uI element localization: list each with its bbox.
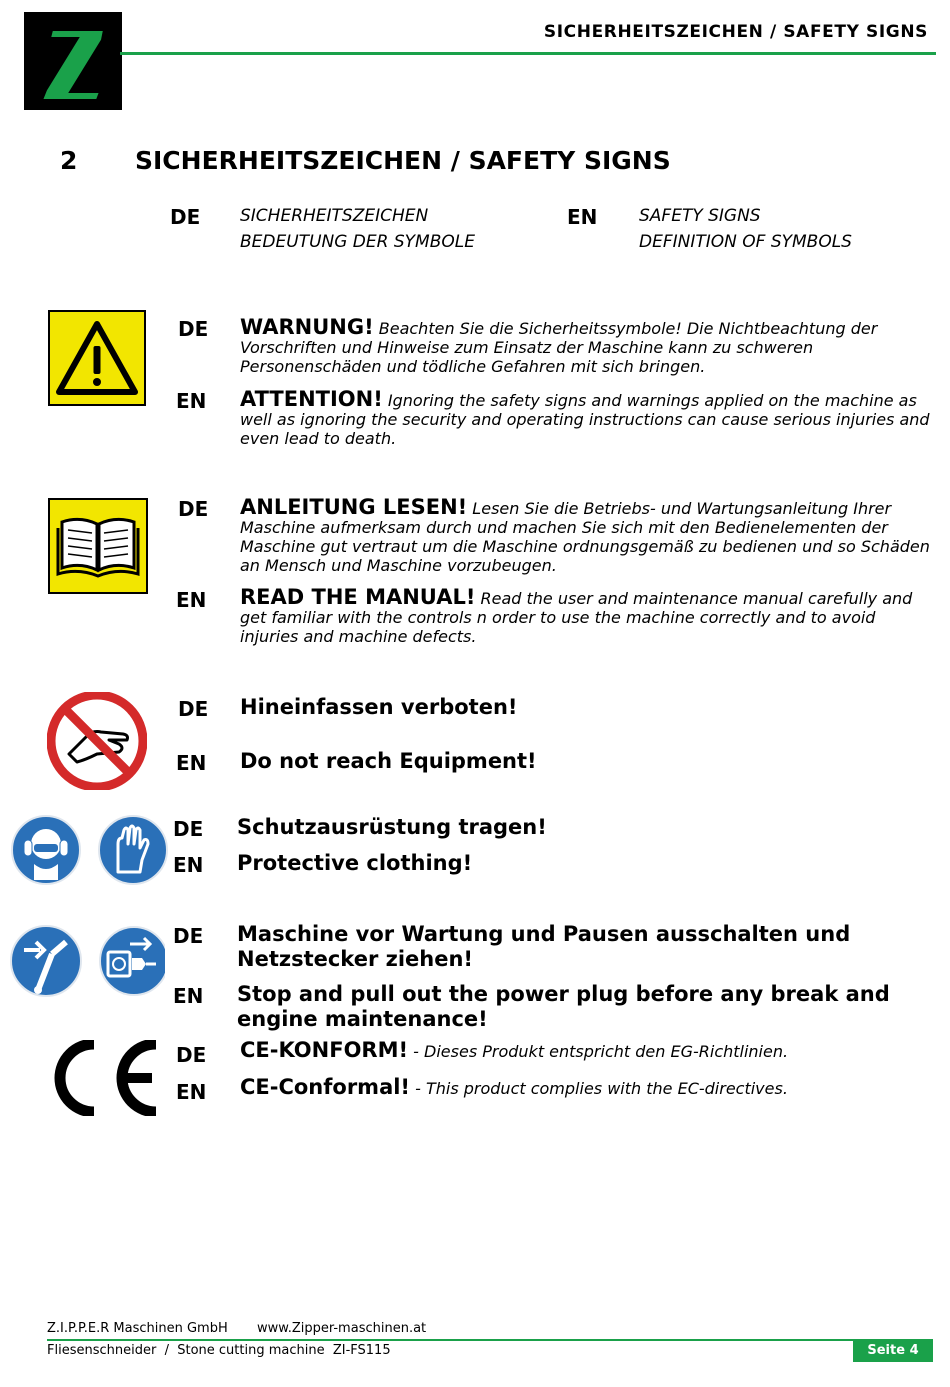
section-number: 2 [60,146,78,175]
ce-mark-icon [50,1040,160,1116]
sign5-en-code: EN [173,984,204,1008]
sign6-de-text [240,1038,935,1062]
sign1-de-code: DE [178,317,209,341]
sign3-de-text: Hineinfassen verboten! [240,695,518,719]
protective-gear-icon [10,814,170,888]
page-number: Seite 4 [853,1339,933,1362]
sign4-de-code: DE [173,817,204,841]
sign1-en-lead: ATTENTION! [240,387,383,411]
no-reach-icon [47,692,147,790]
footer-rule [47,1339,932,1341]
sign1-de-lead: WARNUNG! [240,315,374,339]
sign6-en-code: EN [176,1080,207,1104]
manual-book-icon [48,498,148,594]
sign2-de-text [240,495,935,575]
sign2-en-body: Read the user and maintenance manual carefully and get familiar with the controls n order to use the machine correctly and to avoid injuries and machine defects. [240,589,913,646]
sign6-en-body: - This product complies with the EC-directives. [410,1079,788,1098]
sign4-en-code: EN [173,853,204,877]
zipper-logo-icon [24,12,122,110]
footer-company: Z.I.P.P.E.R Maschinen GmbH [47,1321,228,1336]
intro-en-line1: SAFETY SIGNS [639,206,761,226]
sign3-en-code: EN [176,751,207,775]
intro-de-line1: SICHERHEITSZEICHEN [240,206,429,226]
sign3-de-code: DE [178,697,209,721]
unplug-icon [10,924,165,998]
intro-de-line2: BEDEUTUNG DER SYMBOLE [240,232,475,252]
sign5-de-code: DE [173,924,204,948]
sign2-de-code: DE [178,497,209,521]
sign2-en-text [240,585,935,646]
sign2-de-body: Lesen Sie die Betriebs- und Wartungsanleitung Ihrer Maschine aufmerksam durch und machen Sie sich mit den Bedienelementen der Maschine gut vertraut um die Maschine ordnungsgemäß zu bedienen und so Schäden an Mensch und Maschine vorzubeugen. [240,499,930,575]
header-title: SICHERHEITSZEICHEN / SAFETY SIGNS [543,22,928,42]
sign2-en-code: EN [176,588,207,612]
sign2-en-lead: READ THE MANUAL! [240,585,476,609]
sign1-en-text [240,387,935,448]
sign6-de-code: DE [176,1043,207,1067]
intro-en-line2: DEFINITION OF SYMBOLS [639,232,852,252]
header-rule [120,52,936,55]
sign2-de-lead: ANLEITUNG LESEN! [240,495,468,519]
warning-icon [48,310,146,406]
sign1-en-body: Ignoring the safety signs and warnings applied on the machine as well as ignoring the security and operating instructions can cause serious injuries and even lead to death. [240,391,930,448]
sign3-en-text: Do not reach Equipment! [240,749,537,773]
footer-website[interactable]: www.Zipper-maschinen.at [257,1321,427,1336]
sign4-de-text: Schutzausrüstung tragen! [237,815,547,839]
intro-de-code: DE [170,205,201,229]
sign1-de-text [240,315,935,376]
sign5-en-text: Stop and pull out the power plug before any break and engine maintenance! [237,982,890,1031]
sign6-en-text [240,1075,935,1099]
sign1-de-body: Beachten Sie die Sicherheitssymbole! Die Nichtbeachtung der Vorschriften und Hinweise zum Einsatz der Maschine kann zu schweren Personenschäden und tödliche Gefahren mit sich bringen. [240,319,878,376]
sign4-en-text: Protective clothing! [237,851,473,875]
sign6-en-lead: CE-Conformal! [240,1075,411,1099]
sign6-de-lead: CE-KONFORM! [240,1038,409,1062]
company-logo [24,12,122,110]
intro-en-code: EN [567,205,598,229]
sign6-de-body: - Dieses Produkt entspricht den EG-Richtlinien. [408,1042,789,1061]
sign1-en-code: EN [176,389,207,413]
footer-product: Fliesenschneider / Stone cutting machine ZI-FS115 [47,1343,391,1358]
sign5-de-text: Maschine vor Wartung und Pausen ausschalten und Netzstecker ziehen! [237,922,851,971]
section-title: SICHERHEITSZEICHEN / SAFETY SIGNS [135,146,671,175]
